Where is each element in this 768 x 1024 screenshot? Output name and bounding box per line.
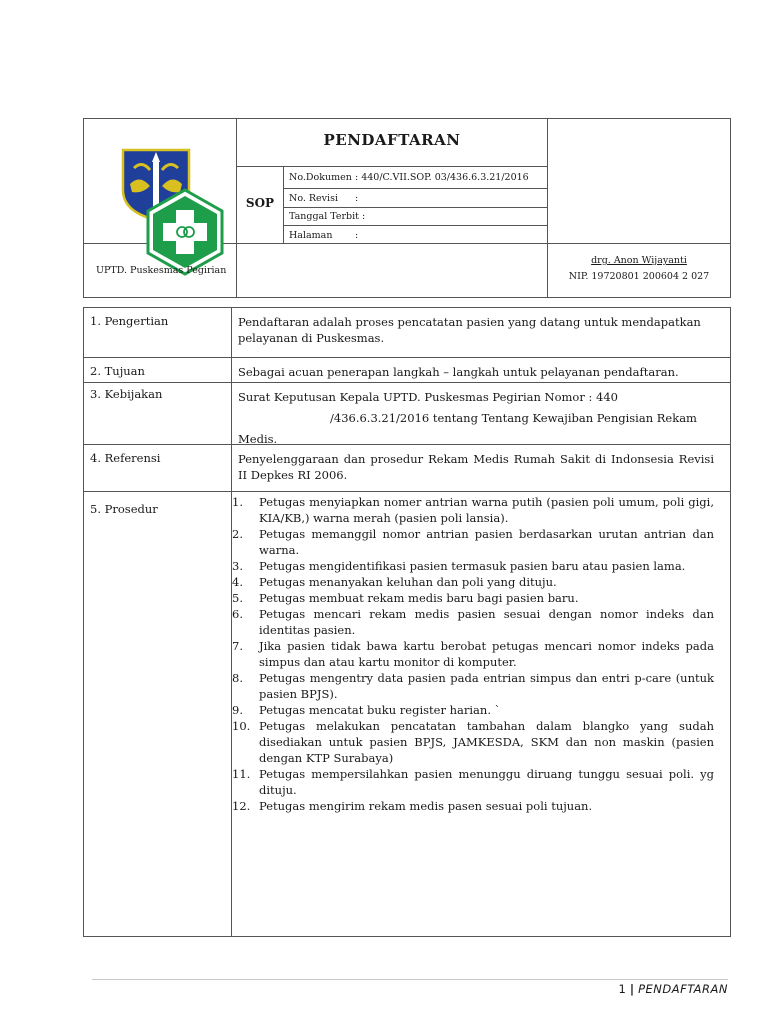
text-kebijakan xyxy=(238,387,714,450)
step-text: Petugas menanyakan keluhan dan poli yang dituju. xyxy=(259,575,557,589)
field-label: Halaman xyxy=(289,230,333,241)
page-footer xyxy=(619,982,728,996)
field-value: : 440/C.VII.SOP. 03/436.6.3.21/2016 xyxy=(355,172,529,183)
procedure-step xyxy=(232,574,714,590)
label-referensi: 4. Referensi xyxy=(90,451,161,465)
field-value: : xyxy=(355,230,359,241)
label-tujuan: 2. Tujuan xyxy=(90,364,145,378)
procedure-step xyxy=(232,718,714,766)
step-text: Petugas melakukan pencatatan tambahan dalam blangko yang sudah disediakan untuk pasien BPJS, JAMKESDA, SKM dan non maskin (pasien dengan KTP Surabaya) xyxy=(259,719,714,765)
field-halaman xyxy=(289,230,358,241)
step-text: Petugas mempersilahkan pasien menunggu diruang tunggu sesuai poli. yg dituju. xyxy=(259,767,714,797)
step-text: Petugas mengidentifikasi pasien termasuk pasien baru atau pasien lama. xyxy=(259,559,686,573)
body-border-top xyxy=(83,307,731,308)
procedure-step xyxy=(232,702,714,718)
procedure-step xyxy=(232,590,714,606)
procedure-step xyxy=(232,670,714,702)
header-border-right xyxy=(730,118,731,298)
step-number: 12. xyxy=(232,799,251,813)
field-label: No. Revisi xyxy=(289,193,338,204)
text-pengertian: Pendaftaran adalah proses pencatatan pasien yang datang untuk mendapatkan pelayanan di Puskesmas. xyxy=(238,315,701,345)
procedure-step xyxy=(232,558,714,574)
sop-divider xyxy=(283,166,284,244)
label-prosedur: 5. Prosedur xyxy=(90,502,158,516)
step-text: Petugas mengentry data pasien pada entrian simpus dan entri p-care (untuk pasien BPJS). xyxy=(259,671,714,701)
row-line-1 xyxy=(83,357,731,358)
header-border-left xyxy=(83,118,84,298)
step-text: Petugas mengirim rekam medis pasen sesuai poli tujuan. xyxy=(259,799,593,813)
step-number: 5. xyxy=(232,591,243,605)
sop-label: SOP xyxy=(245,196,275,210)
kebijakan-line-1: Surat Keputusan Kepala UPTD. Puskesmas Pegirian Nomor : 440 xyxy=(238,390,618,404)
unit-name: UPTD. Puskesmas Pegirian xyxy=(96,265,227,276)
text-tujuan: Sebagai acuan penerapan langkah – langkah untuk pelayanan pendaftaran. xyxy=(238,365,679,379)
field-value: : xyxy=(355,193,359,204)
step-number: 7. xyxy=(232,639,243,653)
step-number: 2. xyxy=(232,527,243,541)
step-number: 4. xyxy=(232,575,243,589)
field-line-1 xyxy=(283,188,548,189)
step-text: Petugas membuat rekam medis baru bagi pasien baru. xyxy=(259,591,579,605)
field-line-3 xyxy=(283,225,548,226)
step-number: 10. xyxy=(232,719,251,733)
header-border-bottom xyxy=(83,297,731,298)
body-border-left xyxy=(83,307,84,937)
field-no-revisi xyxy=(289,193,358,204)
procedure-step xyxy=(232,638,714,670)
field-line-2 xyxy=(283,207,548,208)
step-number: 1. xyxy=(232,495,243,509)
signatory-name: drg. Anon Wijayanti xyxy=(591,255,687,266)
procedure-step xyxy=(232,606,714,638)
body-border-bottom xyxy=(83,936,731,937)
step-text: Petugas memanggil nomor antrian pasien berdasarkan urutan antrian dan warna. xyxy=(259,527,714,557)
label-kebijakan: 3. Kebijakan xyxy=(90,387,163,401)
procedure-step xyxy=(232,494,714,526)
field-no-dokumen xyxy=(289,172,529,183)
kebijakan-line-2: /436.6.3.21/2016 tentang Tentang Kewajiban Pengisian Rekam xyxy=(330,411,697,425)
page-number: 1 xyxy=(618,982,626,996)
step-text: Petugas mencatat buku register harian. ` xyxy=(259,703,501,717)
text-referensi: Penyelenggaraan dan prosedur Rekam Medis Rumah Sakit di Indonsesia Revisi II Depkes RI 2006. xyxy=(238,452,714,482)
procedure-list xyxy=(232,494,714,814)
procedure-step xyxy=(232,798,714,814)
field-tanggal-terbit xyxy=(289,211,365,222)
row-line-2 xyxy=(83,382,731,383)
step-number: 11. xyxy=(232,767,251,781)
procedure-step xyxy=(232,526,714,558)
footer-separator: | xyxy=(629,982,635,996)
signatory-nip: NIP. 19720801 200604 2 027 xyxy=(568,271,710,282)
step-number: 3. xyxy=(232,559,243,573)
document-title: PENDAFTARAN xyxy=(323,131,461,149)
step-text: Petugas menyiapkan nomer antrian warna putih (pasien poli umum, poli gigi, KIA/KB,) warna merah (pasien poli lansia). xyxy=(259,495,714,525)
header-border-top xyxy=(83,118,731,119)
step-number: 6. xyxy=(232,607,243,621)
step-text: Petugas mencari rekam medis pasien sesuai dengan nomor indeks dan identitas pasien. xyxy=(259,607,714,637)
field-label: No.Dokumen xyxy=(289,172,352,183)
puskesmas-logo xyxy=(146,188,224,276)
step-number: 9. xyxy=(232,703,243,717)
field-label: Tanggal Terbit : xyxy=(289,211,366,222)
label-pengertian: 1. Pengertian xyxy=(90,314,169,328)
row-line-4 xyxy=(83,491,731,492)
body-border-right xyxy=(730,307,731,937)
step-text: Jika pasien tidak bawa kartu berobat petugas mencari nomor indeks pada simpus dan atau kartu monitor di komputer. xyxy=(259,639,714,669)
footer-title: PENDAFTARAN xyxy=(638,982,728,996)
footer-rule xyxy=(92,979,728,980)
step-number: 8. xyxy=(232,671,243,685)
kebijakan-line-3: Medis. xyxy=(238,432,278,446)
procedure-step xyxy=(232,766,714,798)
